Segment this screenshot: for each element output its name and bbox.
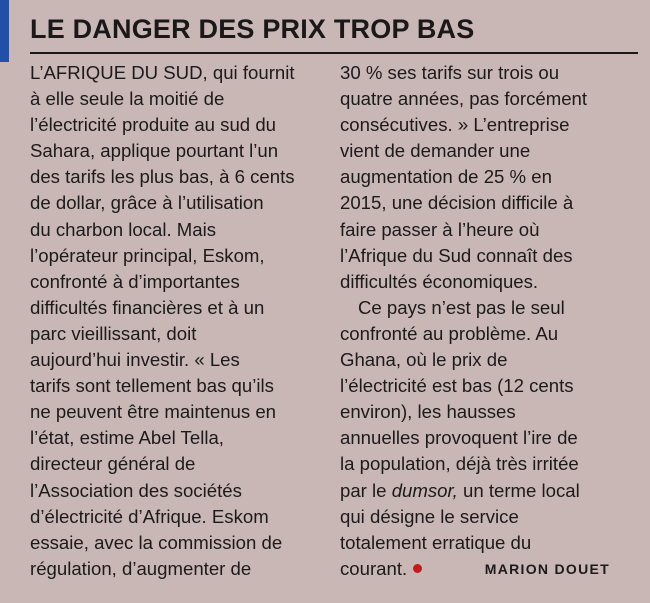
text-line: parc vieillissant, doit xyxy=(30,322,197,344)
text-line: l’opérateur principal, Eskom, xyxy=(30,244,265,266)
text-line: 2015, une décision difficile à xyxy=(340,192,574,214)
text-line: l’électricité produite au sud du xyxy=(30,114,276,136)
text-line: L’AFRIQUE DU SUD, qui fournit xyxy=(30,62,295,83)
text-line: augmentation de 25 % en xyxy=(340,166,552,188)
dumsor-term: dumsor, xyxy=(391,479,458,501)
text-line: annuelles provoquent l’ire de xyxy=(340,427,578,449)
text-line: faire passer à l’heure où xyxy=(340,218,540,240)
text-line: confronté au problème. Au xyxy=(340,322,559,344)
text-line: aujourd’hui investir. « Les xyxy=(30,349,240,371)
text-line: qui désigne le service xyxy=(340,505,519,527)
text-line: environ), les hausses xyxy=(340,401,516,423)
article-headline: LE DANGER DES PRIX TROP BAS xyxy=(30,14,475,44)
left-column xyxy=(30,60,320,582)
text-line: de dollar, grâce à l’utilisation xyxy=(30,192,264,214)
text-line: Ghana, où le prix de xyxy=(340,349,508,371)
end-mark-icon xyxy=(413,564,422,573)
text-line: ne peuvent être maintenus en xyxy=(30,401,277,423)
author-byline: MARION DOUET xyxy=(484,560,610,577)
accent-bar xyxy=(0,0,9,62)
text-line: du charbon local. Mais xyxy=(30,218,217,240)
final-text: courant. xyxy=(340,557,408,579)
text-line: confronté à d’importantes xyxy=(30,270,240,292)
text-line: Sahara, applique pourtant l’un xyxy=(30,140,279,162)
text-line: l’électricité est bas (12 cents xyxy=(340,375,574,397)
text-line: l’Association des sociétés xyxy=(30,479,242,501)
text-line: vient de demander une xyxy=(340,140,531,162)
text-line: Ce pays n’est pas le seul xyxy=(358,296,565,318)
headline-rule xyxy=(30,52,638,54)
text-line: des tarifs les plus bas, à 6 cents xyxy=(30,166,295,188)
text-line: essaie, avec la commission de xyxy=(30,531,283,553)
text-line: la population, déjà très irritée xyxy=(340,453,579,475)
text-line: difficultés économiques. xyxy=(340,270,539,292)
text-line: à elle seule la moitié de xyxy=(30,88,225,110)
dumsor-line xyxy=(340,478,636,504)
final-line xyxy=(340,556,636,582)
text-line: difficultés financières et à un xyxy=(30,296,265,318)
right-column xyxy=(340,60,636,582)
dumsor-after: un terme local xyxy=(457,479,580,501)
text-line: d’électricité d’Afrique. Eskom xyxy=(30,505,269,527)
dumsor-before: par le xyxy=(340,479,392,501)
text-line: l’Afrique du Sud connaît des xyxy=(340,244,573,266)
text-line: totalement erratique du xyxy=(340,531,532,553)
text-line: 30 % ses tarifs sur trois ou xyxy=(340,62,560,83)
text-line: l’état, estime Abel Tella, xyxy=(30,427,224,449)
text-line: quatre années, pas forcément xyxy=(340,88,588,110)
text-line: consécutives. » L’entreprise xyxy=(340,114,570,136)
text-line: directeur général de xyxy=(30,453,196,475)
text-line: régulation, d’augmenter de xyxy=(30,557,252,579)
text-line: tarifs sont tellement bas qu’ils xyxy=(30,375,274,397)
